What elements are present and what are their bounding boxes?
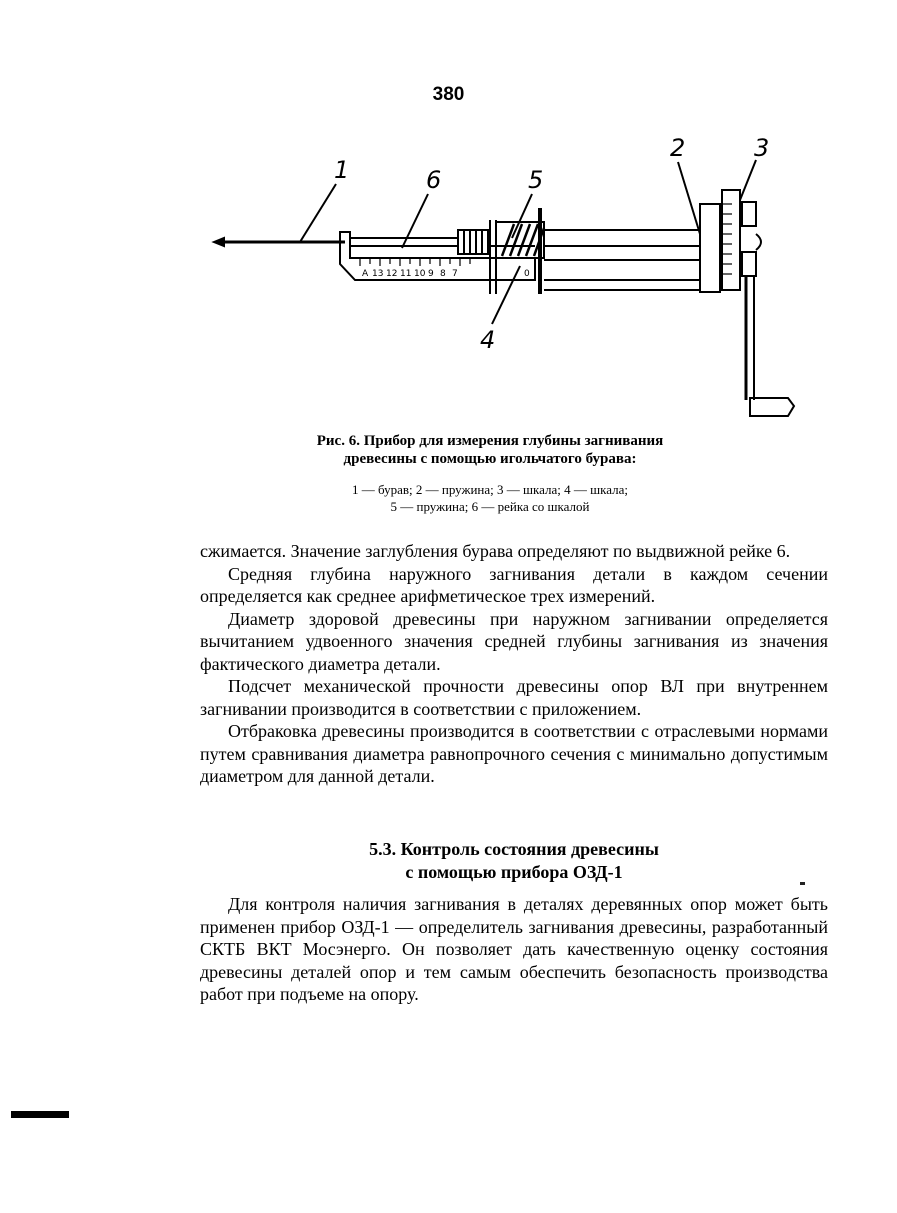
rail-scale-number: 10 xyxy=(414,269,426,279)
body-text-block-2 xyxy=(200,893,828,1006)
margin-bar xyxy=(11,1111,69,1118)
paragraph: Для контроля наличия загнивания в деталях деревянных опор может быть применен прибор ОЗД-1 — определитель загнивания древесины, разработанный СКТБ ВКТ Мосэнерго. Он позволяет дать качественную оценку состояния древесины деталей опор и тем самым обеспечить безопасность производства работ при подъеме на опору. xyxy=(200,894,828,1004)
paragraph: Подсчет механической прочности древесины опор ВЛ при внутреннем загнивании производится в соответствии с приложением. xyxy=(200,676,828,719)
paragraph: Диаметр здоровой древесины при наружном загнивании определяется вычитанием удвоенного значения средней глубины загнивания из значения фактического диаметра детали. xyxy=(200,608,828,674)
caption-line-1: Рис. 6. Прибор для измерения глубины загнивания xyxy=(316,433,664,449)
figure-legend xyxy=(230,481,750,515)
rail-scale-number: 7 xyxy=(452,269,458,279)
legend-line-2: 5 — пружина; 6 — рейка со шкалой xyxy=(390,499,590,514)
rail-scale-number: 11 xyxy=(400,269,412,279)
figure-caption xyxy=(230,432,750,468)
figure-label-1: 1 xyxy=(334,156,350,184)
figure-label-6: 6 xyxy=(426,166,442,194)
section-heading-line-1: 5.3. Контроль состояния древесины xyxy=(369,839,659,859)
rail-scale-number: 13 xyxy=(372,269,384,279)
caption-line-2: древесины с помощью игольчатого бурава: xyxy=(343,451,637,467)
paragraph: Средняя глубина наружного загнивания детали в каждом сечении определяется как среднее арифметическое трех измерений. xyxy=(200,563,828,606)
rail-scale-number: 8 xyxy=(440,269,446,279)
legend-line-1: 1 — бурав; 2 — пружина; 3 — шкала; 4 — шкала; xyxy=(351,482,629,497)
spring-scale-zero: 0 xyxy=(524,269,530,279)
figure-drill-device xyxy=(210,134,810,424)
figure-label-4: 4 xyxy=(480,326,496,354)
drill-device-drawing xyxy=(210,134,810,424)
rail-scale-number: 9 xyxy=(428,269,434,279)
scan-mark xyxy=(800,882,805,885)
rail-scale-number: A xyxy=(362,269,369,279)
paragraph: Отбраковка древесины производится в соответствии с отраслевыми нормами путем сравнивания диаметра равнопрочного сечения с минимально допустимым диаметром для данной детали. xyxy=(200,721,828,786)
body-text-block-1 xyxy=(200,540,828,788)
rail-scale-number: 12 xyxy=(386,269,398,279)
figure-label-5: 5 xyxy=(528,166,544,194)
paragraph: сжимается. Значение заглубления бурава определяют по выдвижной рейке 6. xyxy=(200,541,791,561)
section-heading-line-2: с помощью прибора ОЗД-1 xyxy=(405,862,623,882)
figure-label-3: 3 xyxy=(754,134,770,162)
figure-label-2: 2 xyxy=(670,134,686,162)
page-number: 380 xyxy=(432,84,465,105)
section-heading xyxy=(200,838,828,884)
